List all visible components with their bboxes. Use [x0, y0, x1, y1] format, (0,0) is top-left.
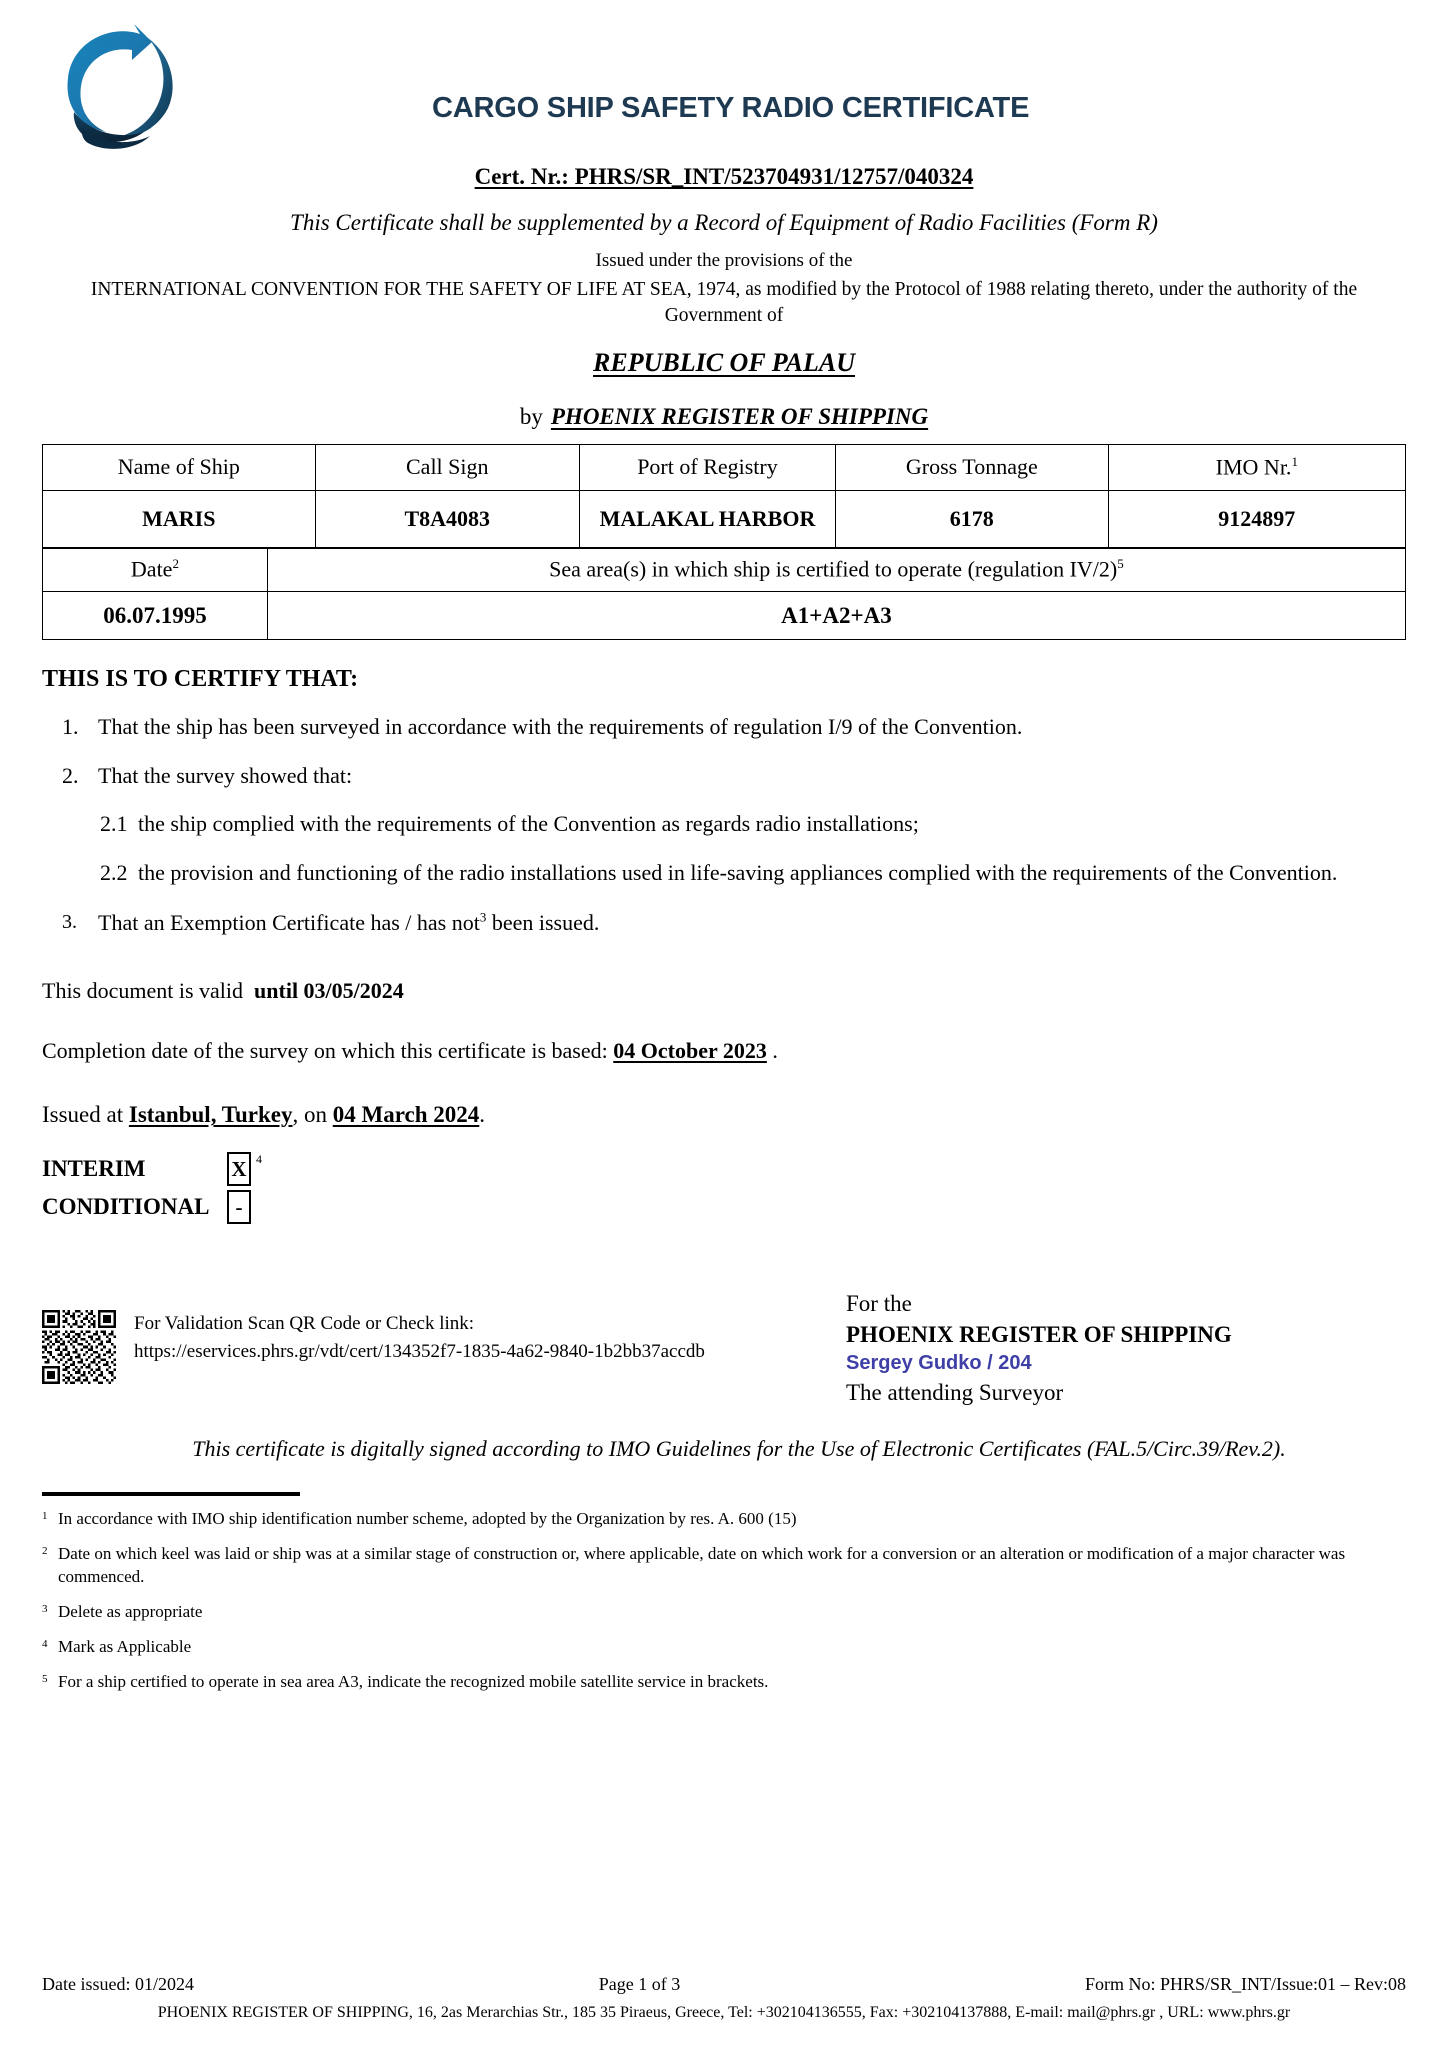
- value-sea-areas: A1+A2+A3: [267, 592, 1405, 640]
- interim-label: INTERIM: [42, 1156, 146, 1181]
- table-row-values: [43, 490, 1406, 548]
- footnote-4-number: 4: [42, 1637, 48, 1650]
- issuing-country: [42, 348, 1406, 378]
- header-gross-tonnage: Gross Tonnage: [836, 444, 1109, 490]
- footnote-5-text: For a ship certified to operate in sea area A3, indicate the recognized mobile satellite service in brackets.: [58, 1671, 769, 1691]
- issued-prefix: Issued at: [42, 1102, 124, 1127]
- footnote-divider: [42, 1492, 300, 1496]
- footnote-marker-5: 5: [1117, 556, 1124, 572]
- completion-prefix: Completion date of the survey on which this certificate is based:: [42, 1038, 608, 1063]
- clause-2-2-text: the provision and functioning of the radio installations used in life-saving appliances complied with the requirements of the Convention.: [138, 859, 1338, 885]
- footnote-4: [42, 1636, 1406, 1659]
- digital-signature-note: This certificate is digitally signed according to IMO Guidelines for the Use of Electronic Certificates (FAL.5/Circ.39/Rev.2).: [192, 1436, 1286, 1462]
- footer-date-issued: Date issued: 01/2024: [42, 1974, 194, 1994]
- footnote-2-text: Date on which keel was laid or ship was at a similar stage of construction or, where applicable, date on which work for a conversion or an alteration or modification of a major character was commenced.: [58, 1544, 1346, 1587]
- footnote-2: [42, 1543, 1406, 1589]
- issuing-authority-line: [42, 404, 1406, 430]
- footer-form-no: Form No: PHRS/SR_INT/Issue:01 – Rev:08: [1084, 1974, 1406, 1994]
- footnote-1-number: 1: [42, 1510, 48, 1523]
- validity-prefix: This document is valid: [42, 978, 244, 1003]
- interim-checkbox[interactable]: X: [227, 1152, 251, 1186]
- signature-for-the: For the: [846, 1291, 912, 1316]
- footnote-3-number: 3: [42, 1602, 48, 1615]
- issued-place: Istanbul, Turkey: [128, 1102, 293, 1127]
- footnote-1: [42, 1508, 1406, 1531]
- clause-3-text: That an Exemption Certificate has / has not$^3$ been issued.: [98, 910, 600, 936]
- clause-2-2: [42, 859, 1406, 888]
- table-row-values: [43, 592, 1406, 640]
- page-footer: [42, 1974, 1406, 2022]
- clause-1-number: 1.: [62, 714, 79, 740]
- page-footer-row: [42, 1974, 1406, 1995]
- clause-1-text: That the ship has been surveyed in accordance with the requirements of regulation I/9 of the Convention.: [98, 714, 1023, 740]
- clause-2-1-text: the ship complied with the requirements of the Convention as regards radio installations;: [138, 811, 919, 837]
- by-prefix: by: [519, 403, 543, 429]
- qr-code-icon[interactable]: [42, 1310, 116, 1384]
- footnote-marker-2: 2: [172, 556, 179, 572]
- footnote-2-number: 2: [42, 1545, 48, 1558]
- clause-2-text: That the survey showed that:: [98, 762, 353, 788]
- footnote-3: [42, 1601, 1406, 1624]
- issued-mid: , on: [292, 1102, 328, 1127]
- footer-page-number: Page 1 of 3: [598, 1974, 681, 1994]
- footnote-1-text: In accordance with IMO ship identification number scheme, adopted by the Organization by res. A. 600 (15): [58, 1509, 797, 1529]
- interim-row: [42, 1150, 1406, 1188]
- issued-at-line: [42, 1102, 1406, 1128]
- mark-checkboxes: [42, 1150, 1406, 1226]
- phoenix-swoosh-logo-icon: [52, 16, 180, 156]
- surveyor-role: The attending Surveyor: [846, 1380, 1064, 1406]
- surveyor-name: Sergey Gudko / 204: [846, 1352, 1032, 1375]
- issued-suffix: .: [479, 1102, 486, 1127]
- value-date: 06.07.1995: [43, 592, 268, 640]
- clause-2-1: [42, 810, 1406, 839]
- clause-2-2-number: 2.2: [100, 859, 128, 885]
- validity-value: until 03/05/2024: [254, 978, 404, 1003]
- sea-area-table: [42, 547, 1406, 640]
- value-port-of-registry: MALAKAL HARBOR: [579, 490, 835, 548]
- value-name-of-ship: MARIS: [43, 490, 316, 548]
- value-imo-nr: 9124897: [1108, 490, 1405, 548]
- certificate-number: [42, 164, 1406, 190]
- conditional-row: [42, 1188, 1406, 1226]
- clause-3: [42, 909, 1406, 938]
- completion-suffix: .: [772, 1038, 778, 1063]
- header-imo-nr: IMO Nr.$^1$: [1108, 444, 1405, 490]
- header-sea-areas: Sea area(s) in which ship is certified to operate (regulation IV/2)$^5$: [267, 548, 1405, 592]
- table-row-headers: [43, 548, 1406, 592]
- clause-2-1-number: 2.1: [100, 811, 128, 837]
- footnotes-list: [42, 1508, 1406, 1694]
- document-header: [42, 0, 1406, 160]
- header-date: Date$^2$: [43, 548, 268, 592]
- certificate-number-text: Cert. Nr.: PHRS/SR_INT/523704931/12757/040324: [474, 164, 974, 189]
- footnote-3-text: Delete as appropriate: [58, 1601, 203, 1621]
- issued-under-text: Issued under the provisions of the: [595, 250, 853, 271]
- signature-organization: PHOENIX REGISTER OF SHIPPING: [846, 1322, 1232, 1348]
- issued-date: 04 March 2024: [332, 1102, 480, 1127]
- validity-line: [42, 978, 1406, 1004]
- conditional-checkbox[interactable]: -: [227, 1190, 251, 1224]
- value-gross-tonnage: 6178: [836, 490, 1109, 548]
- validation-signature-section: [42, 1288, 1406, 1408]
- clause-3-number: 3.: [62, 911, 77, 934]
- validation-link[interactable]: https://eservices.phrs.gr/vdt/cert/134352f7-1835-4a62-9840-1b2bb37accdb: [134, 1340, 705, 1362]
- ship-particulars-table: [42, 444, 1406, 549]
- validation-block: [42, 1288, 846, 1408]
- footnote-5-number: 5: [42, 1672, 48, 1685]
- completion-date: 04 October 2023: [613, 1038, 767, 1063]
- convention-text: INTERNATIONAL CONVENTION FOR THE SAFETY OF LIFE AT SEA, 1974, as modified by the Protocol of 1988 relating thereto, under the authority of the Government of: [90, 279, 1358, 327]
- conditional-label: CONDITIONAL: [42, 1194, 210, 1219]
- header-name-of-ship: Name of Ship: [43, 444, 316, 490]
- validation-line-1: For Validation Scan QR Code or Check link:: [134, 1313, 475, 1334]
- clause-2-number: 2.: [62, 762, 79, 788]
- footnote-5: [42, 1671, 1406, 1694]
- clause-1: [42, 713, 1406, 742]
- clause-2: [42, 762, 1406, 791]
- value-call-sign: T8A4083: [315, 490, 579, 548]
- footnote-marker-1: 1: [1291, 453, 1298, 469]
- certify-heading: THIS IS TO CERTIFY THAT:: [42, 666, 359, 693]
- validation-text: [134, 1310, 705, 1365]
- signature-block: [846, 1288, 1406, 1408]
- footer-address: PHOENIX REGISTER OF SHIPPING, 16, 2as Merarchias Str., 185 35 Piraeus, Greece, Tel: +302104136555, Fax: +302104137888, E-mail: mail@phrs.gr , URL: www.phrs.gr: [157, 2004, 1291, 2021]
- table-row-headers: [43, 444, 1406, 490]
- header-port-of-registry: Port of Registry: [579, 444, 835, 490]
- supplement-note: This Certificate shall be supplemented by a Record of Equipment of Radio Facilities (Form R): [290, 210, 1158, 235]
- footnote-marker-4: 4: [256, 1152, 262, 1166]
- footnote-marker-3: 3: [479, 910, 487, 926]
- issuing-authority-name: PHOENIX REGISTER OF SHIPPING: [550, 403, 929, 429]
- header-call-sign: Call Sign: [315, 444, 579, 490]
- footnote-4-text: Mark as Applicable: [58, 1636, 192, 1656]
- issuing-country-text: REPUBLIC OF PALAU: [593, 347, 855, 377]
- page-title: CARGO SHIP SAFETY RADIO CERTIFICATE: [432, 92, 1030, 124]
- completion-line: [42, 1038, 1406, 1064]
